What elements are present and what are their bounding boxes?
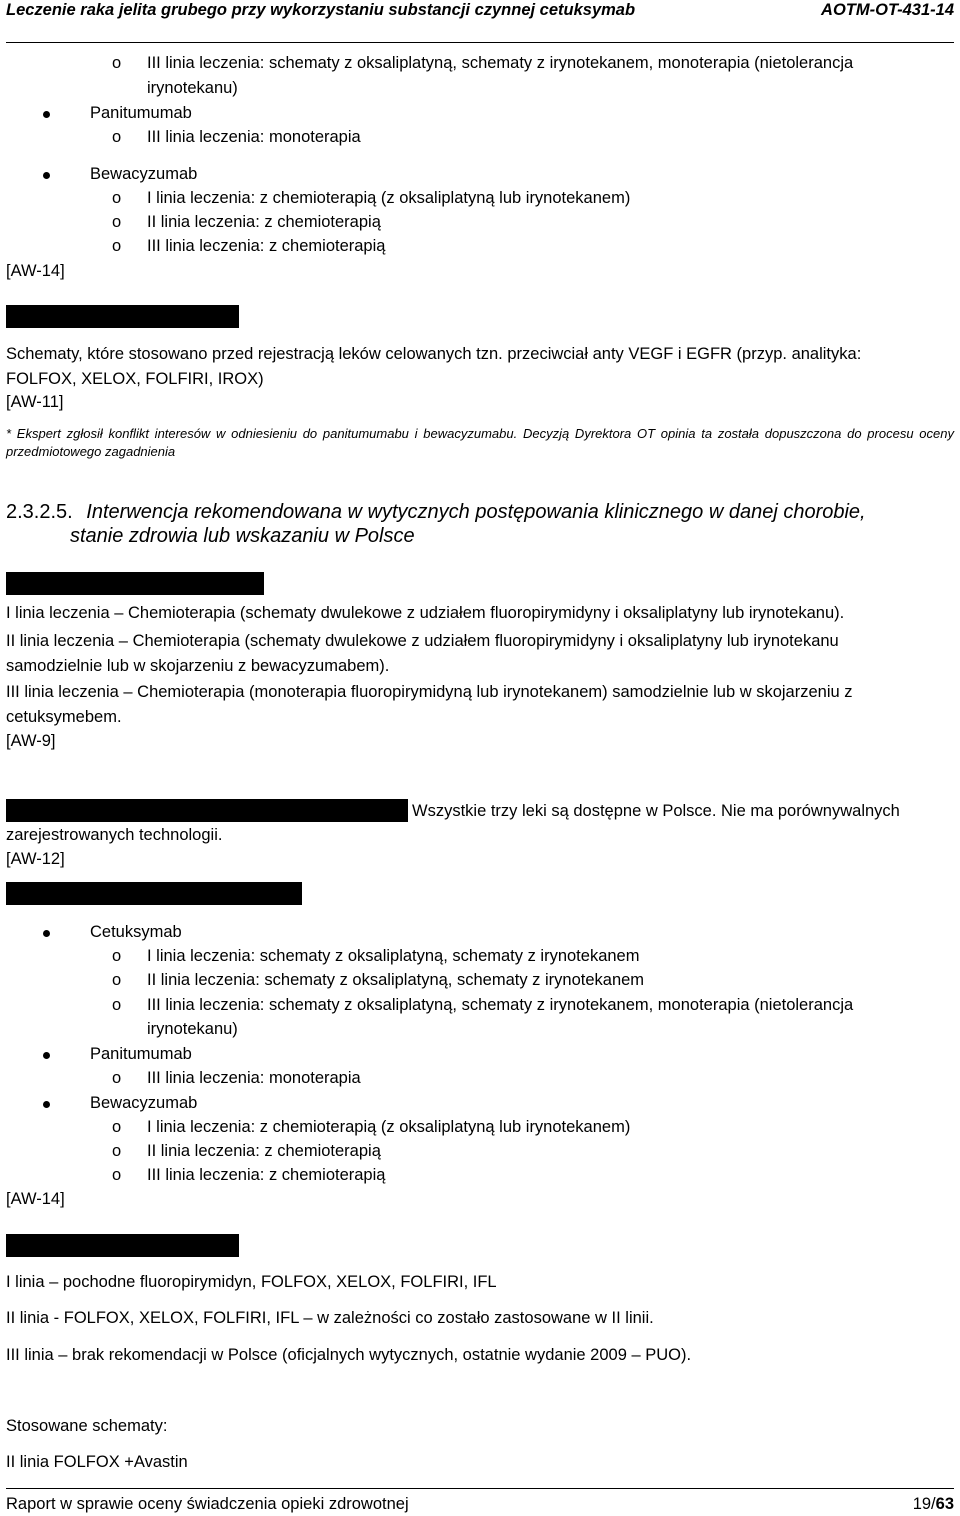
list-item-text: III linia leczenia: schematy z oksaliplatyną, schematy z irynotekanem, monoterapia (nietolerancja: [147, 996, 854, 1014]
drug-cetuksymab: Cetuksymab: [90, 923, 182, 941]
page-separator: /: [931, 1495, 936, 1513]
paragraph: [6, 342, 954, 366]
bullet-icon: [43, 172, 50, 179]
paragraph: [6, 680, 954, 704]
list-item: III linia leczenia: z chemioterapią: [147, 1166, 386, 1184]
paragraph: II linia FOLFOX +Avastin: [6, 1453, 188, 1471]
list-marker: o: [112, 947, 122, 965]
bullet-icon: [43, 1101, 50, 1108]
list-marker: o: [112, 1069, 122, 1087]
redaction-bar: [6, 799, 408, 822]
list-item-cont: irynotekanu): [147, 1020, 238, 1038]
list-marker: o: [112, 1142, 122, 1160]
heading-line2: stanie zdrowia lub wskazaniu w Polsce: [70, 525, 415, 547]
paragraph-text: II linia leczenia – Chemioterapia (schematy dwulekowe z udziałem fluoropirymidyny i oksaliplatyny lub irynotekanu: [6, 632, 839, 650]
page-current: 19: [912, 1495, 932, 1513]
page-footer: [6, 1488, 954, 1515]
list-marker: o: [112, 128, 122, 146]
redaction-bar: [6, 1234, 239, 1257]
paragraph: [6, 629, 954, 653]
list-marker: o: [112, 996, 122, 1014]
paragraph: Stosowane schematy:: [6, 1417, 168, 1435]
footnote: * Ekspert zgłosił konflikt interesów w odniesieniu do panitumumabu i bewacyzumabu. Decyzją Dyrektora OT opinia ta została dopuszczona do procesu oceny przedmiotowego zagadnienia: [6, 426, 954, 459]
redaction-bar: [6, 305, 239, 328]
paragraph-text: Wszystkie trzy leki są dostępne w Polsce. Nie ma porównywalnych: [412, 802, 900, 820]
header-title: Leczenie raka jelita grubego przy wykorzystaniu substancji czynnej cetuksymab: [6, 1, 636, 19]
bullet-icon: [43, 111, 50, 118]
redaction-bar: [6, 882, 302, 905]
page-total: 63: [935, 1495, 954, 1513]
list-marker: o: [112, 213, 122, 231]
bullet-icon: [43, 1052, 50, 1059]
list-item: I linia leczenia: schematy z oksaliplatyną, schematy z irynotekanem: [147, 947, 640, 965]
paragraph: II linia - FOLFOX, XELOX, FOLFIRI, IFL – w zależności co zostało zastosowane w II linii.: [6, 1309, 654, 1327]
paragraph: III linia – brak rekomendacji w Polsce (oficjalnych wytycznych, ostatnie wydanie 2009 – PUO).: [6, 1346, 692, 1364]
list-item: II linia leczenia: z chemioterapią: [147, 1142, 381, 1160]
list-marker: o: [112, 1118, 122, 1136]
section-number: 2.3.2.5.: [6, 501, 73, 523]
list-item: II linia leczenia: z chemioterapią: [147, 213, 381, 231]
reference: [AW-14]: [6, 262, 65, 280]
list-item: I linia leczenia: z chemioterapią (z oksaliplatyną lub irynotekanem): [147, 189, 631, 207]
paragraph-text: III linia leczenia – Chemioterapia (monoterapia fluoropirymidyną lub irynotekanem) samodzielnie lub w skojarzeniu z: [6, 683, 853, 701]
section-heading: [6, 500, 954, 525]
reference: [AW-14]: [6, 1190, 65, 1208]
list-item: II linia leczenia: schematy z oksaliplatyną, schematy z irynotekanem: [147, 971, 645, 989]
drug-panitumumab: Panitumumab: [90, 1045, 192, 1063]
paragraph-cont: FOLFOX, XELOX, FOLFIRI, IROX): [6, 370, 264, 388]
reference: [AW-9]: [6, 732, 56, 750]
list-item-text: III linia leczenia: schematy z oksaliplatyną, schematy z irynotekanem, monoterapia (nietolerancja: [147, 54, 854, 72]
page-number: [913, 1495, 954, 1514]
reference: [AW-11]: [6, 393, 64, 411]
list-marker: o: [112, 237, 122, 255]
paragraph: I linia leczenia – Chemioterapia (schematy dwulekowe z udziałem fluoropirymidyny i oksaliplatyny lub irynotekanu).: [6, 604, 845, 622]
list-item: [147, 51, 954, 75]
paragraph-cont: samodzielnie lub w skojarzeniu z bewacyzumabem).: [6, 657, 390, 675]
drug-bewacyzumab: Bewacyzumab: [90, 1094, 198, 1112]
paragraph: [412, 799, 954, 823]
page-header: [6, 0, 954, 43]
list-item: III linia leczenia: z chemioterapią: [147, 237, 386, 255]
list-marker: o: [112, 189, 122, 207]
list-marker: o: [112, 1166, 122, 1184]
bullet-icon: [43, 930, 50, 937]
list-item: I linia leczenia: z chemioterapią (z oksaliplatyną lub irynotekanem): [147, 1118, 631, 1136]
drug-bewacyzumab: Bewacyzumab: [90, 165, 198, 183]
header-code: AOTM-OT-431-14: [821, 1, 954, 19]
list-item-cont: irynotekanu): [147, 79, 238, 97]
paragraph-text: Schematy, które stosowano przed rejestracją leków celowanych tzn. przeciwciał anty VEGF i EGFR (przyp. analityka:: [6, 345, 862, 363]
list-marker: o: [112, 971, 122, 989]
footer-title: Raport w sprawie oceny świadczenia opieki zdrowotnej: [6, 1495, 409, 1513]
drug-panitumumab: Panitumumab: [90, 104, 192, 122]
list-item: III linia leczenia: monoterapia: [147, 128, 361, 146]
list-item: III linia leczenia: monoterapia: [147, 1069, 361, 1087]
paragraph-cont: zarejestrowanych technologii.: [6, 826, 223, 844]
paragraph-cont: cetuksymebem.: [6, 708, 122, 726]
redaction-bar: [6, 572, 264, 595]
list-marker: o: [112, 54, 122, 72]
paragraph: I linia – pochodne fluoropirymidyn, FOLFOX, XELOX, FOLFIRI, IFL: [6, 1273, 497, 1291]
list-item: [147, 993, 954, 1017]
reference: [AW-12]: [6, 850, 65, 868]
heading-line1: Interwencja rekomendowana w wytycznych postępowania klinicznego w danej chorobie,: [86, 501, 866, 523]
